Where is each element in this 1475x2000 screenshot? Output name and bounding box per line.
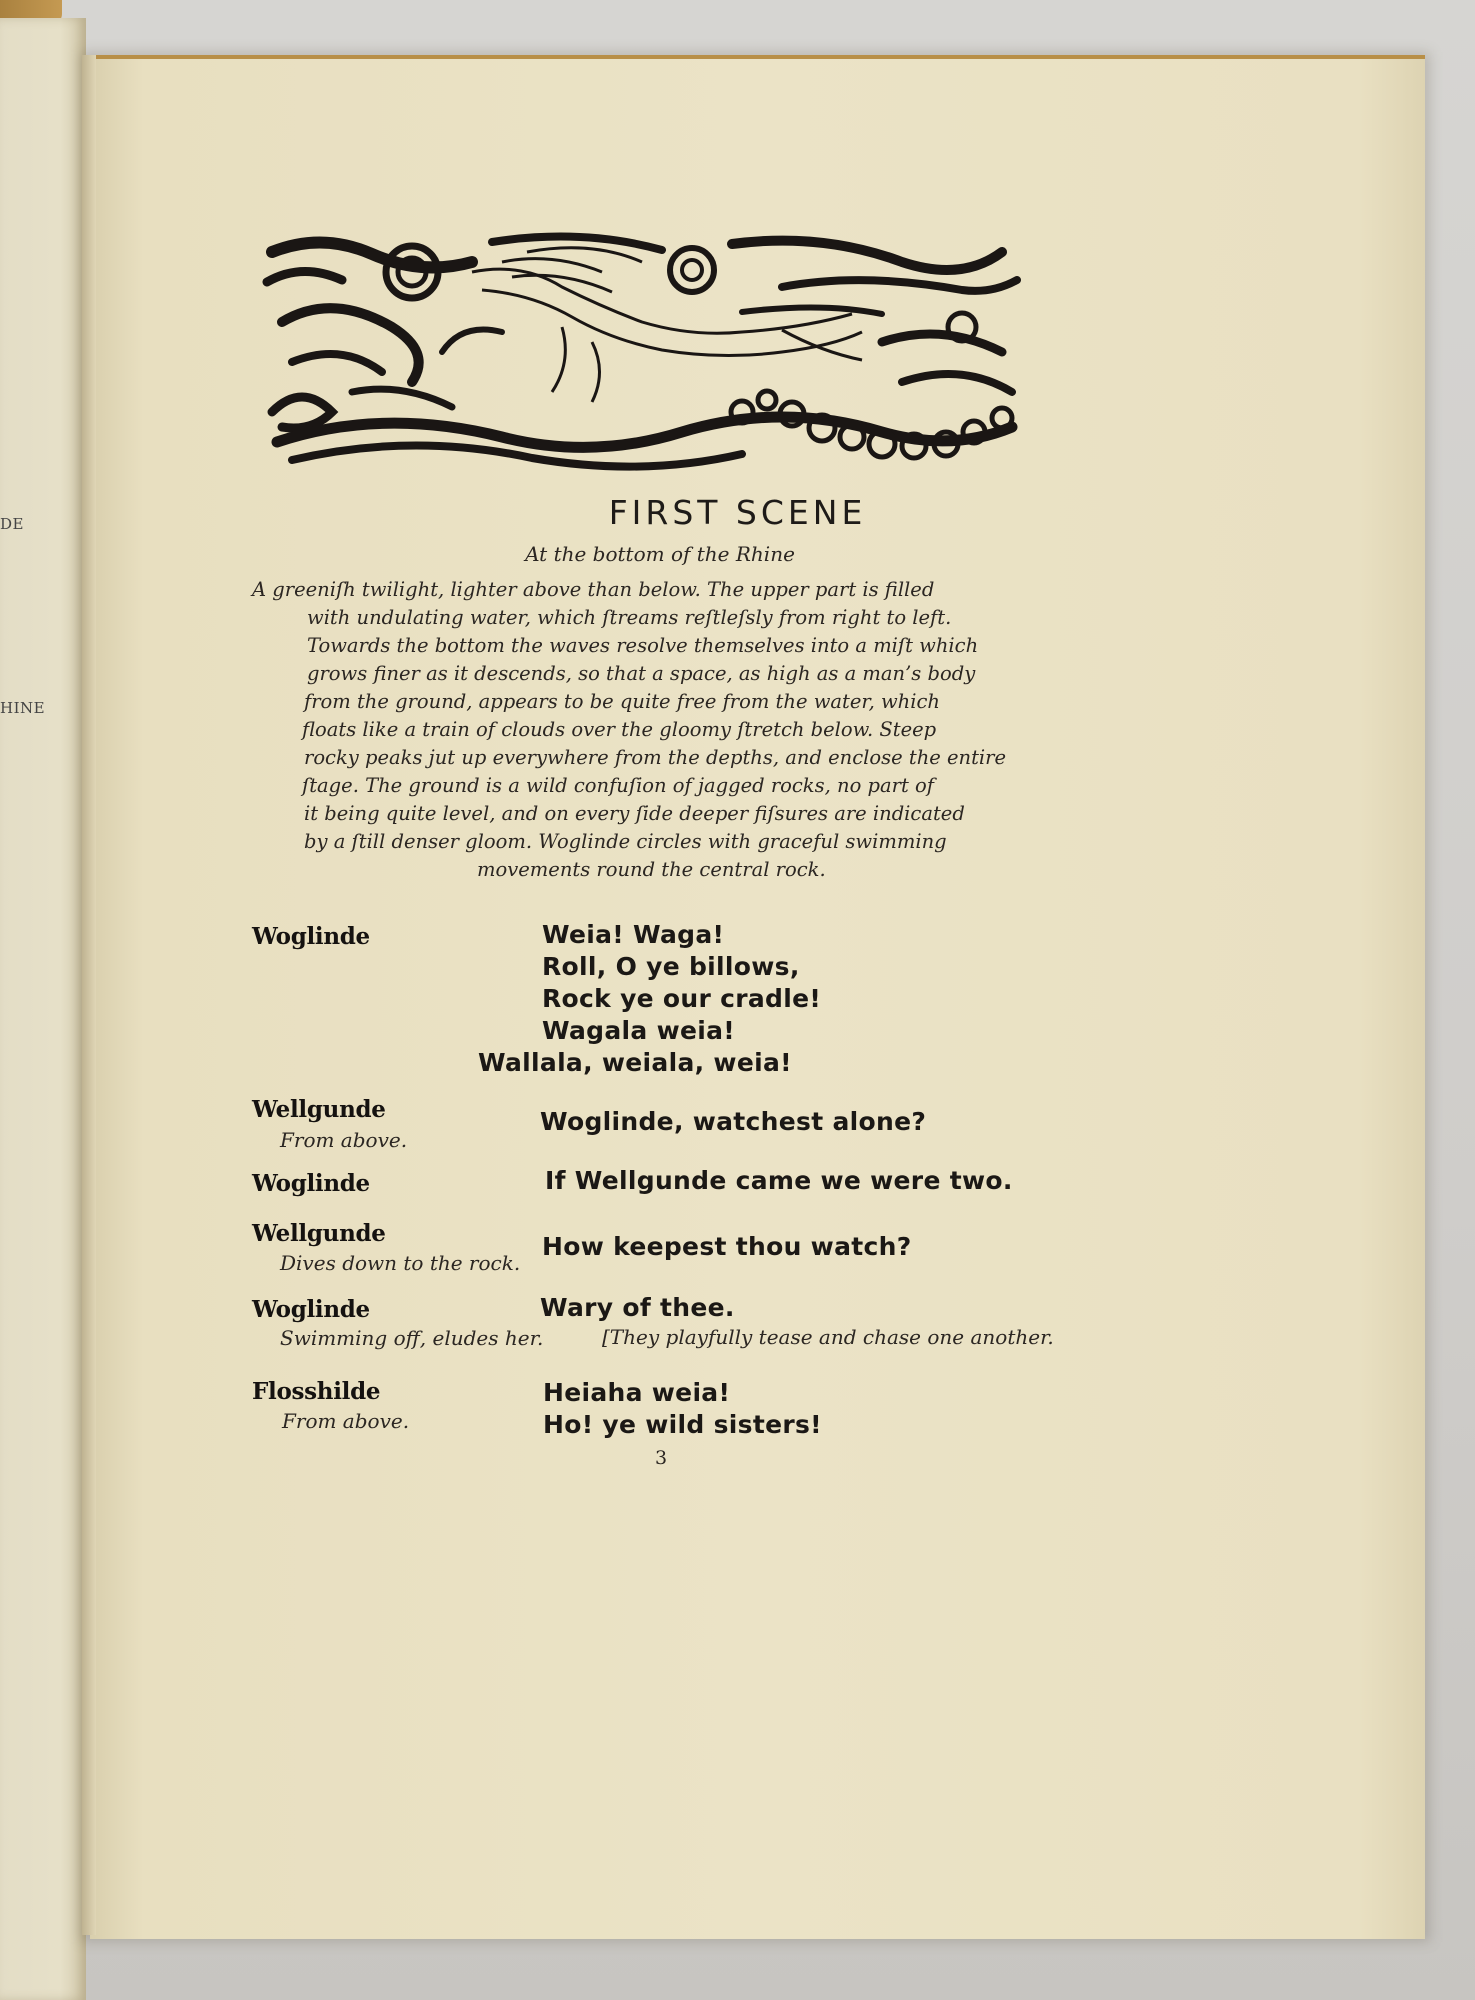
- dialogue-line: Wary of thee.: [540, 1293, 735, 1322]
- rhine-maiden-illustration: [262, 232, 1022, 472]
- speaker-name: Wellgunde: [252, 1096, 386, 1123]
- speaker-direction: Swimming off, eludes her.: [280, 1326, 544, 1350]
- stage-direction-line: rocky peaks jut up everywhere from the depths, and enclose the entire: [304, 746, 1007, 769]
- page-gutter: [82, 55, 96, 1935]
- stage-direction-line: with undulating water, which ſtreams reſtleſsly from right to left.: [307, 606, 952, 629]
- speaker-direction: From above.: [282, 1409, 410, 1433]
- previous-page-edge: [0, 18, 86, 2000]
- page-number: 3: [655, 1447, 668, 1469]
- dialogue-line: Heiaha weia!: [543, 1378, 731, 1407]
- dialogue-line: Weia! Waga!: [542, 920, 725, 949]
- dialogue-line: How keepest thou watch?: [542, 1232, 912, 1261]
- stage-direction-line: Towards the bottom the waves resolve themselves into a miſt which: [307, 634, 979, 657]
- dialogue-line: Wallala, weiala, weia!: [478, 1048, 792, 1077]
- stage-direction-line: floats like a train of clouds over the gloomy ſtretch below. Steep: [302, 718, 937, 741]
- speaker-name: Woglinde: [252, 1296, 370, 1323]
- speaker-name: Woglinde: [252, 923, 370, 950]
- stage-direction-line: grows finer as it descends, so that a space, as high as a man’s body: [307, 662, 976, 685]
- scene-title: FIRST SCENE: [608, 493, 867, 532]
- stage-direction-line: it being quite level, and on every ſide deeper fiſsures are indicated: [304, 802, 965, 825]
- stage-direction-line: by a ſtill denser gloom. Woglinde circles with graceful swimming: [304, 830, 947, 853]
- stage-direction-line: from the ground, appears to be quite free from the water, which: [304, 690, 940, 713]
- stage-direction-line: ſtage. The ground is a wild confuſion of jagged rocks, no part of: [302, 774, 934, 797]
- dialogue-line: Woglinde, watchest alone?: [540, 1107, 927, 1136]
- dialogue-line: Roll, O ye billows,: [542, 952, 800, 981]
- dialogue-line: Wagala weia!: [542, 1016, 735, 1045]
- left-page-fragment: DE: [0, 515, 24, 533]
- speaker-direction: Dives down to the rock.: [280, 1251, 521, 1275]
- speaker-name: Woglinde: [252, 1170, 370, 1197]
- left-page-fragment: HINE: [0, 699, 46, 717]
- stage-direction-line: movements round the central rock.: [477, 858, 826, 881]
- dialogue-line: Ho! ye wild sisters!: [543, 1410, 822, 1439]
- stage-direction-line: A greeniſh twilight, lighter above than below. The upper part is filled: [252, 578, 935, 601]
- dialogue-line: If Wellgunde came we were two.: [545, 1166, 1013, 1195]
- dialogue-line: Rock ye our cradle!: [542, 984, 822, 1013]
- scene-setting: At the bottom of the Rhine: [525, 542, 795, 566]
- stage-aside: [They playfully tease and chase one another.: [602, 1325, 1054, 1349]
- speaker-direction: From above.: [280, 1128, 408, 1152]
- speaker-name: Flosshilde: [252, 1378, 381, 1405]
- speaker-name: Wellgunde: [252, 1220, 386, 1247]
